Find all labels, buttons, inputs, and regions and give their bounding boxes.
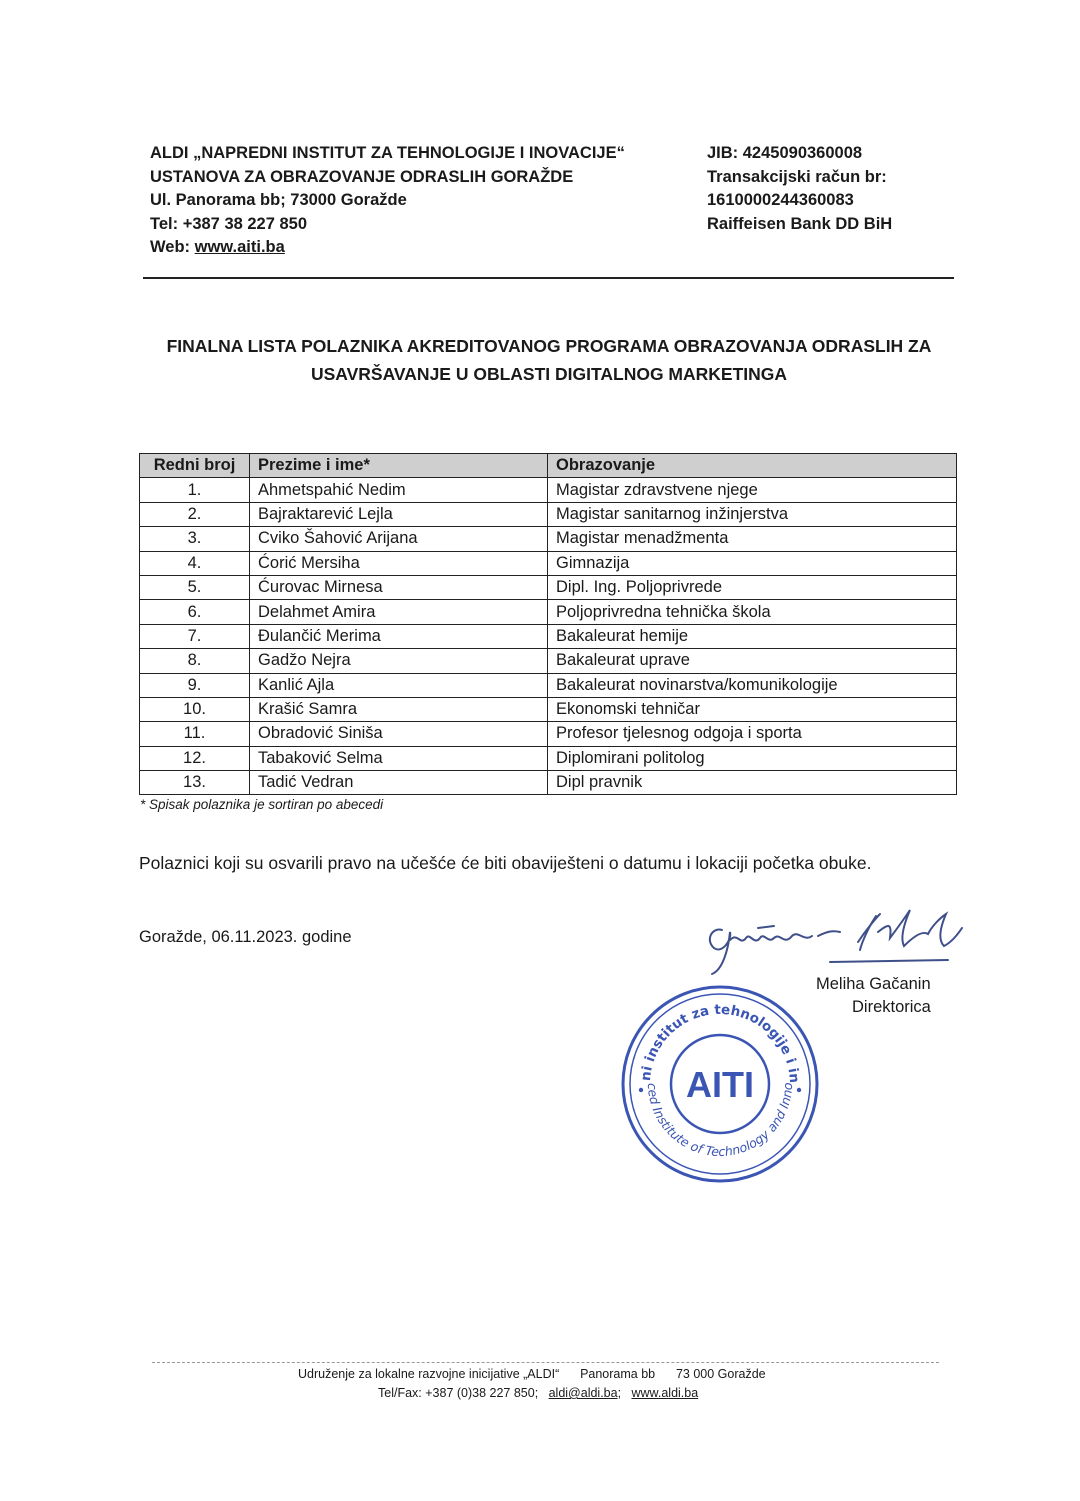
participant-name: Delahmet Amira — [250, 600, 548, 624]
participant-name: Ćurovac Mirnesa — [250, 575, 548, 599]
row-number: 1. — [140, 478, 250, 502]
table-body — [140, 478, 957, 795]
row-number: 7. — [140, 624, 250, 648]
participant-education: Ekonomski tehničar — [548, 697, 957, 721]
table-row — [140, 649, 957, 673]
title-line-1: FINALNA LISTA POLAZNIKA AKREDITOVANOG PROGRAMA OBRAZOVANJA ODRASLIH ZA — [166, 336, 932, 356]
row-number: 3. — [140, 527, 250, 551]
document-date: Goražde, 06.11.2023. godine — [139, 928, 352, 946]
sort-note: * Spisak polaznika je sortiran po abecedi — [140, 797, 384, 812]
notice-paragraph: Polaznici koji su osvarili pravo na učešće će biti obaviješteni o datumu i lokaciji početka obuke. — [139, 853, 872, 873]
table-row — [140, 600, 957, 624]
participant-name: Kanlić Ajla — [250, 673, 548, 697]
web-label: Web: — [150, 238, 195, 256]
participant-name: Gadžo Nejra — [250, 649, 548, 673]
participant-education: Magistar menadžmenta — [548, 527, 957, 551]
header-education: Obrazovanje — [548, 454, 957, 478]
row-number: 5. — [140, 575, 250, 599]
signature-drawing — [700, 902, 970, 977]
institution-stamp — [618, 982, 822, 1191]
handwritten-signature — [700, 902, 970, 982]
participant-education: Poljoprivredna tehnička škola — [548, 600, 957, 624]
row-number: 4. — [140, 551, 250, 575]
footer-website-link[interactable]: www.aldi.ba — [631, 1386, 699, 1400]
row-number: 12. — [140, 746, 250, 770]
bank-details — [707, 142, 892, 236]
footer-contact — [378, 1386, 698, 1400]
table-row — [140, 575, 957, 599]
table-row — [140, 771, 957, 795]
bank-name: Raiffeisen Bank DD BiH — [707, 214, 893, 233]
row-number: 13. — [140, 771, 250, 795]
svg-text:AITI: AITI — [686, 1064, 754, 1105]
institution-web — [150, 236, 625, 260]
institution-header — [150, 142, 625, 260]
institution-phone: Tel: +387 38 227 850 — [150, 214, 308, 233]
svg-text:Napredni institut za tehnologi: ni institut za tehnologije i in — [637, 1001, 803, 1084]
footer-divider — [152, 1362, 939, 1363]
participant-education: Diplomirani politolog — [548, 746, 957, 770]
participant-education: Gimnazija — [548, 551, 957, 575]
participant-education: Dipl pravnik — [548, 771, 957, 795]
table-row — [140, 527, 957, 551]
participant-education: Bakaleurat uprave — [548, 649, 957, 673]
row-number: 8. — [140, 649, 250, 673]
signatory-role: Direktorica — [852, 998, 931, 1016]
participant-name: Tadić Vedran — [250, 771, 548, 795]
table-row — [140, 502, 957, 526]
participant-education: Bakaleurat novinarstva/komunikologije — [548, 673, 957, 697]
table-row — [140, 722, 957, 746]
participant-education: Magistar sanitarnog inžinjerstva — [548, 502, 957, 526]
title-line-2: USAVRŠAVANJE U OBLASTI DIGITALNOG MARKETINGA — [310, 364, 788, 384]
participant-education: Profesor tjelesnog odgoja i sporta — [548, 722, 957, 746]
header-number: Redni broj — [140, 454, 250, 478]
table-row — [140, 673, 957, 697]
row-number: 2. — [140, 502, 250, 526]
table-header-row — [140, 454, 957, 478]
participant-name: Đulančić Merima — [250, 624, 548, 648]
institution-name: ALDI „NAPREDNI INSTITUT ZA TEHNOLOGIJE I INOVACIJE“ — [150, 144, 625, 162]
account-label: Transakcijski račun br: — [707, 167, 887, 186]
footer-phone: Tel/Fax: +387 (0)38 227 850; — [378, 1386, 549, 1400]
participant-education: Dipl. Ing. Poljoprivrede — [548, 575, 957, 599]
row-number: 11. — [140, 722, 250, 746]
participant-name: Ahmetspahić Nedim — [250, 478, 548, 502]
stamp-seal — [618, 982, 822, 1186]
footer-address: Udruženje za lokalne razvojne inicijative „ALDI“ Panorama bb 73 000 Goražde — [298, 1367, 766, 1381]
header-name: Prezime i ime* — [250, 454, 548, 478]
institution-address: Ul. Panorama bb; 73000 Goražde — [150, 191, 407, 209]
participants-table — [139, 453, 957, 795]
participant-name: Obradović Siniša — [250, 722, 548, 746]
participant-name: Cviko Šahović Arijana — [250, 527, 548, 551]
table-row — [140, 478, 957, 502]
table-row — [140, 551, 957, 575]
row-number: 6. — [140, 600, 250, 624]
participant-education: Bakaleurat hemije — [548, 624, 957, 648]
row-number: 9. — [140, 673, 250, 697]
footer-separator: ; — [617, 1386, 632, 1400]
signatory-name: Meliha Gačanin — [816, 975, 931, 993]
table-row — [140, 746, 957, 770]
row-number: 10. — [140, 697, 250, 721]
participant-education: Magistar zdravstvene njege — [548, 478, 957, 502]
jib-number: JIB: 4245090360008 — [707, 144, 863, 162]
footer-email-link[interactable]: aldi@aldi.ba — [548, 1386, 618, 1400]
header-divider — [143, 277, 954, 279]
participant-name: Ćorić Mersiha — [250, 551, 548, 575]
institution-type: USTANOVA ZA OBRAZOVANJE ODRASLIH GORAŽDE — [150, 167, 574, 186]
web-link[interactable]: www.aiti.ba — [194, 238, 285, 256]
account-number: 1610000244360083 — [707, 191, 854, 209]
participant-name: Krašić Samra — [250, 697, 548, 721]
participant-name: Tabaković Selma — [250, 746, 548, 770]
svg-text:Advanced Institute of Technolo: ced Institute of Technology and Inno — [644, 1082, 796, 1160]
table-row — [140, 697, 957, 721]
document-title — [140, 332, 958, 388]
table-row — [140, 624, 957, 648]
participant-name: Bajraktarević Lejla — [250, 502, 548, 526]
